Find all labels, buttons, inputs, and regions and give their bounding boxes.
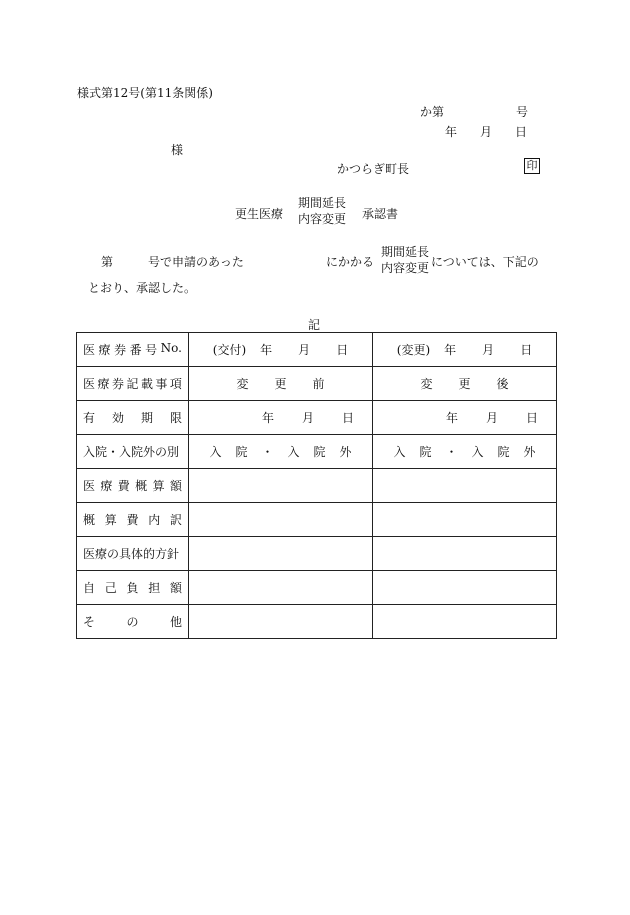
label-char: 他	[169, 615, 182, 629]
value-cell-after	[373, 367, 557, 401]
value-cell-after	[373, 503, 557, 537]
table-row	[77, 469, 557, 503]
label-char: 有	[83, 411, 96, 425]
table-row	[77, 571, 557, 605]
label-char: 負	[126, 581, 139, 595]
body-part-2: 号で申請のあった	[148, 255, 244, 269]
label-char: そ	[83, 615, 96, 629]
value-cell-after	[373, 333, 557, 367]
value-cell-after	[373, 401, 557, 435]
date-year: 年	[445, 125, 458, 139]
label-char: の	[126, 615, 139, 629]
cell-text: 入	[287, 445, 300, 459]
table-row	[77, 367, 557, 401]
value-cell-before	[189, 605, 373, 639]
value-cell-before	[189, 333, 373, 367]
value-cell-before	[189, 469, 373, 503]
label-char: 己	[104, 581, 117, 595]
cell-text: 院	[497, 445, 510, 459]
row-label	[77, 503, 189, 537]
value-cell-after	[373, 537, 557, 571]
cell-text: 月	[298, 343, 311, 357]
label-char: 額	[169, 581, 182, 595]
label-char: 担	[148, 581, 161, 595]
cell-text: 日	[336, 343, 349, 357]
date-month: 月	[480, 125, 493, 139]
label-char: 限	[169, 411, 182, 425]
cell-text: ・	[261, 445, 274, 459]
cell-text: 月	[301, 411, 314, 425]
label-char: 記	[126, 377, 139, 391]
cell-text: 外	[523, 445, 536, 459]
label-char: 算	[104, 513, 117, 527]
label-char: 概	[135, 479, 148, 493]
row-label	[77, 367, 189, 401]
title-stack	[298, 195, 346, 227]
row-label	[77, 537, 189, 571]
body-part-3: にかかる	[326, 255, 375, 269]
cell-text: 更	[458, 377, 471, 391]
value-cell-before	[189, 435, 373, 469]
document-number-suffix: 号	[516, 105, 529, 119]
table-row	[77, 333, 557, 367]
issuer-name: かつらぎ町長	[337, 162, 410, 176]
cell-text: 入	[393, 445, 406, 459]
value-cell-after	[373, 571, 557, 605]
value-cell-after	[373, 605, 557, 639]
cell-text: 年	[261, 411, 274, 425]
row-label	[77, 401, 189, 435]
cell-text: 日	[520, 343, 533, 357]
label-char: 額	[169, 479, 182, 493]
cell-text: 日	[341, 411, 354, 425]
table-row	[77, 605, 557, 639]
label-char: 医	[83, 377, 96, 391]
body-stack	[381, 244, 429, 276]
label-char: 自	[83, 581, 96, 595]
cell-text: 日	[525, 411, 538, 425]
label-char: 番	[129, 343, 142, 357]
row-label	[77, 605, 189, 639]
value-cell-before	[189, 401, 373, 435]
label-char: 入院・入院外の別	[83, 445, 180, 459]
body-line-2: とおり、承認した。	[88, 281, 197, 295]
title-left: 更生医療	[235, 207, 284, 221]
cell-text: 入	[209, 445, 222, 459]
cell-text: 年	[444, 343, 457, 357]
title-right: 承認書	[362, 207, 399, 221]
value-cell-after	[373, 435, 557, 469]
cell-text: 院	[313, 445, 326, 459]
label-char: 事	[155, 377, 168, 391]
label-char: 訳	[169, 513, 182, 527]
table-row	[77, 435, 557, 469]
cell-text: 月	[482, 343, 495, 357]
cell-text: (交付)	[212, 343, 247, 357]
label-char: 期	[140, 411, 153, 425]
label-char: 効	[111, 411, 124, 425]
label-char: 費	[126, 513, 139, 527]
title-stack-line-1: 期間延長	[298, 196, 347, 210]
row-label	[77, 469, 189, 503]
label-char: 費	[117, 479, 130, 493]
label-char: 医	[83, 479, 96, 493]
label-char: 券	[114, 343, 127, 357]
row-label	[77, 571, 189, 605]
approval-table	[76, 332, 557, 639]
label-char: 券	[111, 377, 124, 391]
row-label	[77, 435, 189, 469]
value-cell-after	[373, 469, 557, 503]
seal-mark: 印	[524, 158, 540, 174]
cell-text: 変	[236, 377, 249, 391]
cell-text: 変	[420, 377, 433, 391]
cell-text: 後	[496, 377, 509, 391]
label-char: 号	[145, 343, 158, 357]
cell-text: 年	[445, 411, 458, 425]
table-row	[77, 401, 557, 435]
title-stack-line-2: 内容変更	[298, 212, 347, 226]
document-number-prefix: か第	[420, 105, 445, 119]
cell-text: 院	[235, 445, 248, 459]
cell-text: 月	[485, 411, 498, 425]
body-part-1: 第	[101, 255, 114, 269]
cell-text: ・	[445, 445, 458, 459]
date-day: 日	[515, 125, 528, 139]
cell-text: 入	[471, 445, 484, 459]
label-char: 療	[98, 343, 111, 357]
ki-heading: 記	[308, 318, 321, 332]
label-char: 概	[83, 513, 96, 527]
label-char: No.	[160, 341, 182, 355]
label-char: 算	[152, 479, 165, 493]
body-stack-line-2: 内容変更	[381, 261, 430, 275]
addressee-suffix: 様	[171, 143, 184, 157]
value-cell-before	[189, 571, 373, 605]
value-cell-before	[189, 537, 373, 571]
body-part-4: については、下記の	[431, 255, 539, 269]
body-stack-line-1: 期間延長	[381, 245, 430, 259]
table-row	[77, 537, 557, 571]
cell-text: 更	[274, 377, 287, 391]
label-char: 内	[148, 513, 161, 527]
label-char: 療	[100, 479, 113, 493]
label-char: 項	[169, 377, 182, 391]
value-cell-before	[189, 367, 373, 401]
cell-text: 年	[260, 343, 273, 357]
cell-text: 外	[339, 445, 352, 459]
label-char: 載	[140, 377, 153, 391]
form-number: 様式第12号(第11条関係)	[77, 86, 213, 100]
value-cell-before	[189, 503, 373, 537]
table-row	[77, 503, 557, 537]
cell-text: 前	[312, 377, 325, 391]
label-char: 医療の具体的方針	[83, 547, 180, 561]
label-char: 療	[97, 377, 110, 391]
cell-text: 院	[419, 445, 432, 459]
label-char: 医	[83, 343, 96, 357]
row-label	[77, 333, 189, 367]
cell-text: (変更)	[396, 343, 431, 357]
